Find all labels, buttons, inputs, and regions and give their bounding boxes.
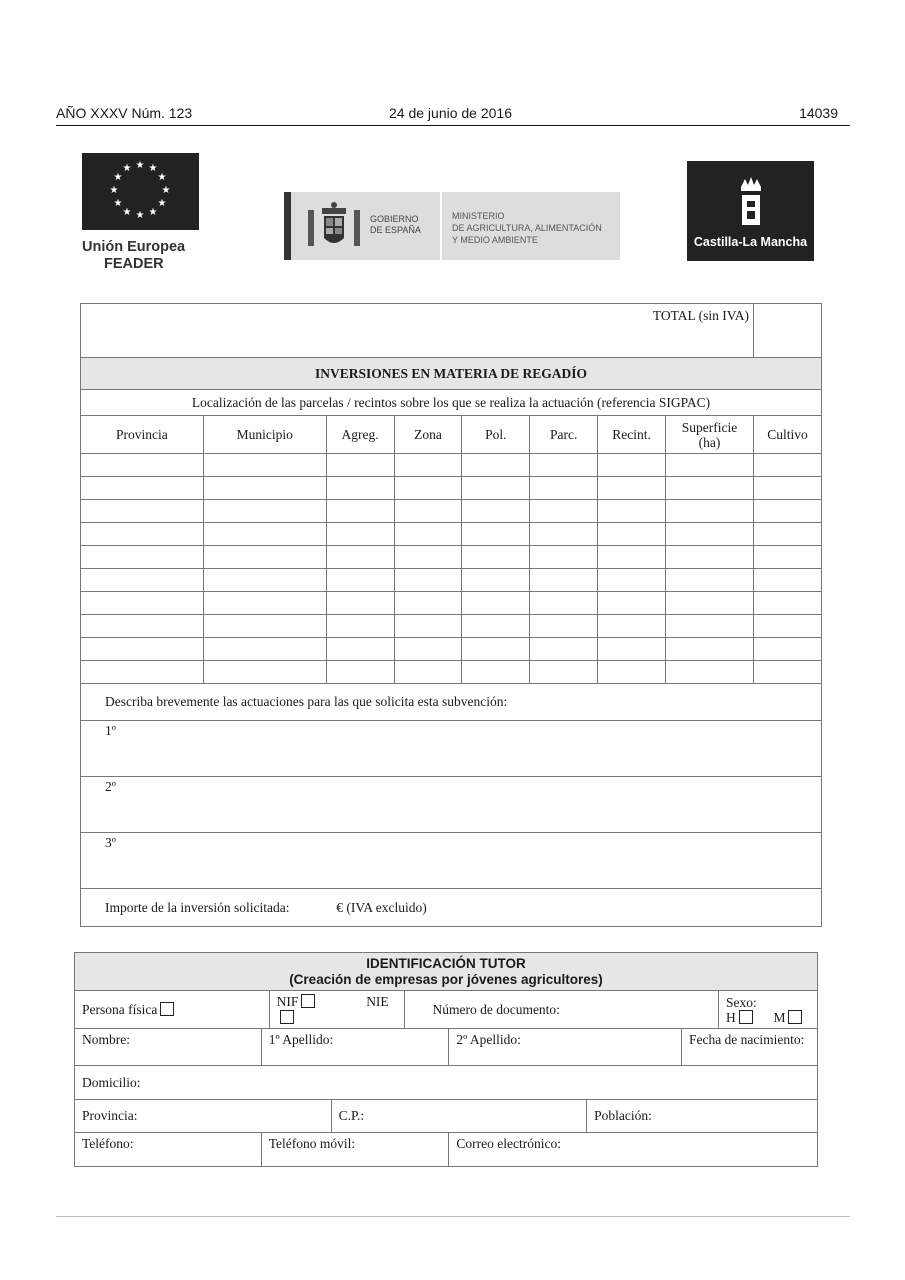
col-pol: Pol. bbox=[462, 416, 530, 454]
svg-text:★: ★ bbox=[157, 198, 167, 209]
ministerio-line-1: MINISTERIO bbox=[452, 211, 505, 221]
footer-divider bbox=[56, 1216, 850, 1217]
col-superficie: Superficie (ha) bbox=[666, 416, 754, 454]
table-row bbox=[81, 661, 822, 684]
nombre-label: Nombre: bbox=[82, 1032, 130, 1047]
parcel-rows bbox=[81, 454, 822, 684]
sexo-h-label: H bbox=[725, 1009, 736, 1025]
poblacion-label: Población: bbox=[594, 1108, 652, 1123]
table-row bbox=[81, 454, 822, 477]
table-row bbox=[81, 477, 822, 500]
total-label: TOTAL (sin IVA) bbox=[652, 308, 749, 323]
persona-fisica-label: Persona física bbox=[82, 1001, 158, 1017]
item-3-label: 3º bbox=[105, 835, 116, 850]
provincia-field[interactable] bbox=[75, 1100, 332, 1133]
item-2-label: 2º bbox=[105, 779, 116, 794]
eu-feader-logo bbox=[82, 153, 200, 273]
table-row bbox=[81, 569, 822, 592]
tutor-identification-table bbox=[74, 952, 818, 1167]
issue-number: AÑO XXXV Núm. 123 bbox=[56, 105, 193, 121]
page-header bbox=[56, 104, 850, 126]
svg-text:★: ★ bbox=[122, 207, 132, 218]
gobierno-label: GOBIERNO bbox=[370, 214, 419, 224]
importe-label: Importe de la inversión solicitada: bbox=[105, 899, 290, 915]
numero-documento-label: Número de documento: bbox=[432, 1001, 560, 1017]
description-field-3[interactable] bbox=[81, 833, 822, 889]
svg-text:★: ★ bbox=[135, 160, 145, 171]
svg-text:★: ★ bbox=[157, 172, 167, 183]
espana-label: DE ESPAÑA bbox=[370, 225, 421, 235]
apellido1-field[interactable] bbox=[261, 1029, 449, 1066]
domicilio-label: Domicilio: bbox=[82, 1074, 141, 1090]
description-field-2[interactable] bbox=[81, 777, 822, 833]
fecha-nacimiento-field[interactable] bbox=[681, 1029, 817, 1066]
poblacion-field[interactable] bbox=[587, 1100, 818, 1133]
persona-fisica-checkbox[interactable] bbox=[160, 1002, 174, 1016]
ministerio-line-3: Y MEDIO AMBIENTE bbox=[452, 235, 538, 245]
svg-text:★: ★ bbox=[109, 185, 119, 196]
table-row bbox=[81, 546, 822, 569]
nif-label: NIF bbox=[276, 993, 299, 1009]
col-recint: Recint. bbox=[598, 416, 666, 454]
describe-label: Describa brevemente las actuaciones para las que solicita esta subvención: bbox=[81, 684, 822, 721]
cp-field[interactable] bbox=[331, 1100, 587, 1133]
tutor-subtitle: (Creación de empresas por jóvenes agricultores) bbox=[289, 971, 603, 987]
sexo-m-label: M bbox=[773, 1009, 786, 1025]
table-row bbox=[81, 615, 822, 638]
eu-label: Unión Europea bbox=[82, 239, 186, 255]
svg-text:★: ★ bbox=[161, 185, 171, 196]
col-agreg: Agreg. bbox=[326, 416, 394, 454]
description-field-1[interactable] bbox=[81, 721, 822, 777]
cp-label: C.P.: bbox=[338, 1108, 365, 1123]
col-parc: Parc. bbox=[530, 416, 598, 454]
importe-row bbox=[81, 889, 822, 927]
telefono-field[interactable] bbox=[75, 1133, 262, 1167]
castilla-la-mancha-logo bbox=[687, 161, 814, 261]
table-row bbox=[81, 500, 822, 523]
svg-text:★: ★ bbox=[122, 163, 132, 174]
issue-date: 24 de junio de 2016 bbox=[389, 105, 512, 121]
apellido1-label: 1º Apellido: bbox=[268, 1032, 334, 1047]
correo-field[interactable] bbox=[449, 1133, 818, 1167]
table-row bbox=[81, 592, 822, 615]
table-row bbox=[81, 638, 822, 661]
col-cultivo: Cultivo bbox=[753, 416, 821, 454]
svg-text:★: ★ bbox=[148, 207, 158, 218]
apellido2-field[interactable] bbox=[449, 1029, 682, 1066]
col-zona: Zona bbox=[394, 416, 462, 454]
col-municipio: Municipio bbox=[203, 416, 326, 454]
nombre-field[interactable] bbox=[75, 1029, 262, 1066]
column-header-row bbox=[81, 416, 822, 454]
nie-checkbox[interactable] bbox=[280, 1010, 294, 1024]
ministerio-line-2: DE AGRICULTURA, ALIMENTACIÓN bbox=[452, 223, 602, 233]
correo-label: Correo electrónico: bbox=[456, 1136, 561, 1151]
svg-text:★: ★ bbox=[113, 198, 123, 209]
page-number: 14039 bbox=[799, 105, 838, 121]
col-provincia: Provincia bbox=[81, 416, 204, 454]
sigpac-location-note: Localización de las parcelas / recintos sobre los que se realiza la actuación (referencia SIGPAC) bbox=[81, 390, 822, 416]
feader-label: FEADER bbox=[104, 256, 164, 272]
importe-unit: € (IVA excluido) bbox=[336, 899, 427, 915]
numero-documento-field[interactable] bbox=[405, 991, 718, 1029]
svg-text:★: ★ bbox=[148, 163, 158, 174]
item-1-label: 1º bbox=[105, 723, 116, 738]
apellido2-label: 2º Apellido: bbox=[456, 1032, 521, 1047]
gobierno-espana-logo bbox=[284, 192, 620, 260]
sexo-label: Sexo: bbox=[725, 994, 757, 1010]
clm-label: Castilla-La Mancha bbox=[693, 235, 808, 249]
tutor-title: IDENTIFICACIÓN TUTOR bbox=[366, 955, 526, 971]
nie-label: NIE bbox=[366, 993, 389, 1009]
fecha-nacimiento-label: Fecha de nacimiento: bbox=[688, 1032, 805, 1047]
svg-text:★: ★ bbox=[135, 210, 145, 221]
sexo-m-checkbox[interactable] bbox=[788, 1010, 802, 1024]
regadio-title: INVERSIONES EN MATERIA DE REGADÍO bbox=[81, 358, 822, 390]
telefono-movil-field[interactable] bbox=[261, 1133, 449, 1167]
coat-of-arms-icon bbox=[304, 200, 364, 254]
regadio-investment-table bbox=[80, 303, 822, 927]
svg-text:★: ★ bbox=[113, 172, 123, 183]
provincia-label: Provincia: bbox=[82, 1108, 138, 1123]
telefono-label: Teléfono: bbox=[82, 1136, 134, 1151]
sexo-h-checkbox[interactable] bbox=[739, 1010, 753, 1024]
total-field[interactable] bbox=[753, 304, 821, 358]
crown-castle-icon bbox=[735, 173, 767, 229]
nif-checkbox[interactable] bbox=[301, 994, 315, 1008]
eu-flag-icon bbox=[82, 153, 199, 230]
table-row bbox=[81, 523, 822, 546]
domicilio-field[interactable] bbox=[75, 1066, 818, 1100]
telefono-movil-label: Teléfono móvil: bbox=[268, 1136, 356, 1151]
